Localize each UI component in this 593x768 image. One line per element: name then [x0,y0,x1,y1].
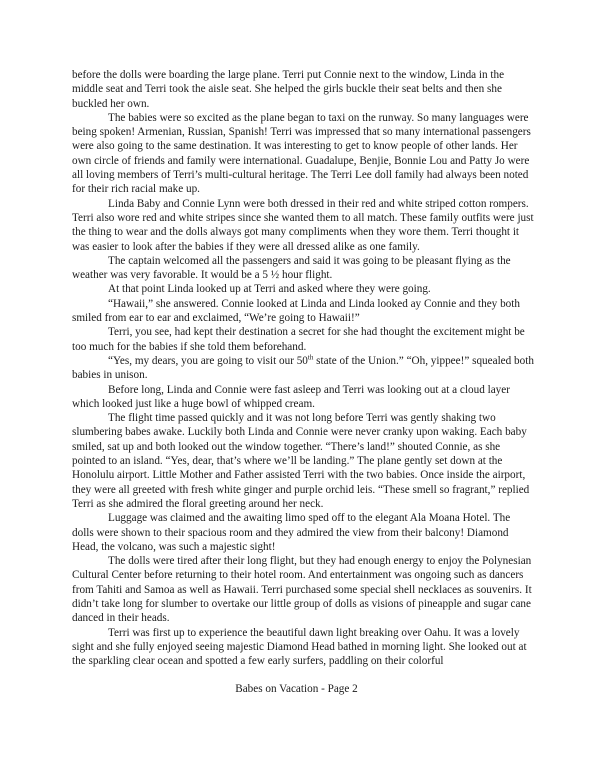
body-text [72,68,534,668]
paragraph-4: The captain welcomed all the passengers and said it was going to be pleasant flying as the weather was very favorable. It would be a 5 ½ hour flight. [72,254,511,282]
ordinal-superscript: th [307,353,314,362]
paragraph-6: “Hawaii,” she answered. Connie looked at Linda and Linda looked ay Connie and they both smiled from ear to ear and exclaimed, “We’re going to Hawaii!” [72,297,520,325]
paragraph-7: Terri, you see, had kept their destination a secret for she had thought the excitement might be too much for the babies if she told them beforehand. [72,326,525,353]
paragraph-12: The dolls were tired after their long flight, but they had enough energy to enjoy the Polynesian Cultural Center before returning to their hotel room. And entertainment was ongoing such as dancers from Tahiti and Samoa as well as Hawaii. Terri purchased some special shell necklaces as souvenirs. It didn’t take long for slumber to overtake our little group of dolls as visions of pineapple and sugar cane danced in their heads. [72,555,532,625]
paragraph-8: “Yes, my dears, you are going to visit our 50th state of the Union.” “Oh, yippee!” squealed both babies in unison. [72,353,534,382]
paragraph-1: before the dolls were boarding the large plane. Terri put Connie next to the window, Linda in the middle seat and Terri took the aisle seat. She helped the girls buckle their seat belts and then she buckled her own. [72,69,505,110]
paragraph-11: Luggage was claimed and the awaiting limo sped off to the elegant Ala Moana Hotel. The dolls were shown to their spacious room and they admired the view from their balcony! Diamond Head, the volcano, was such a majestic sight! [72,512,511,553]
paragraph-2: The babies were so excited as the plane began to taxi on the runway. So many languages were being spoken! Armenian, Russian, Spanish! Terri was impressed that so many international passengers were also going to the same destination. It was interesting to get to know people of other lands. Her own circle of friends and family were international. Guadalupe, Benjie, Bonnie Lou and Patty Jo were all loving members of Terri’s multi-cultural heritage. The Terri Lee doll family had always been noted for their rich racial make up. [72,111,531,196]
page-footer: Babes on Vacation - Page 2 [235,683,358,695]
paragraph-3: Linda Baby and Connie Lynn were both dressed in their red and white striped cotton rompers. Terri also wore red and white stripes since she wanted them to all match. These family outfits were just the thing to wear and the dolls always got many compliments when they wore them. Terri thought it was easier to look after the babies if they were all dressed alike as one family. [72,197,534,253]
paragraph-9: Before long, Linda and Connie were fast asleep and Terri was looking out at a cloud layer which looked just like a huge bowl of whipped cream. [72,383,510,410]
paragraph-13: Terri was first up to experience the beautiful dawn light breaking over Oahu. It was a lovely sight and she fully enjoyed seeing majestic Diamond Head bathed in morning light. She looked out at the sparkling clear ocean and spotted a few early surfers, paddling on their colorful [72,626,527,668]
paragraph-5: At that point Linda looked up at Terri and asked where they were going. [108,283,431,296]
paragraph-10: The flight time passed quickly and it was not long before Terri was gently shaking two slumbering babes awake. Luckily both Linda and Connie were never cranky upon waking. Each baby smiled, sat up and both looked out the window together. “There’s land!” shouted Connie, as she pointed to an island. “Yes, dear, that’s where we’ll be landing.” The plane gently set down at the Honolulu airport. Little Mother and Father assisted Terri with the two babies. Once inside the airport, they were all greeted with fresh white ginger and purple orchid leis. “These smell so fragrant,” replied Terri as she admired the floral greeting around her neck. [72,412,530,510]
